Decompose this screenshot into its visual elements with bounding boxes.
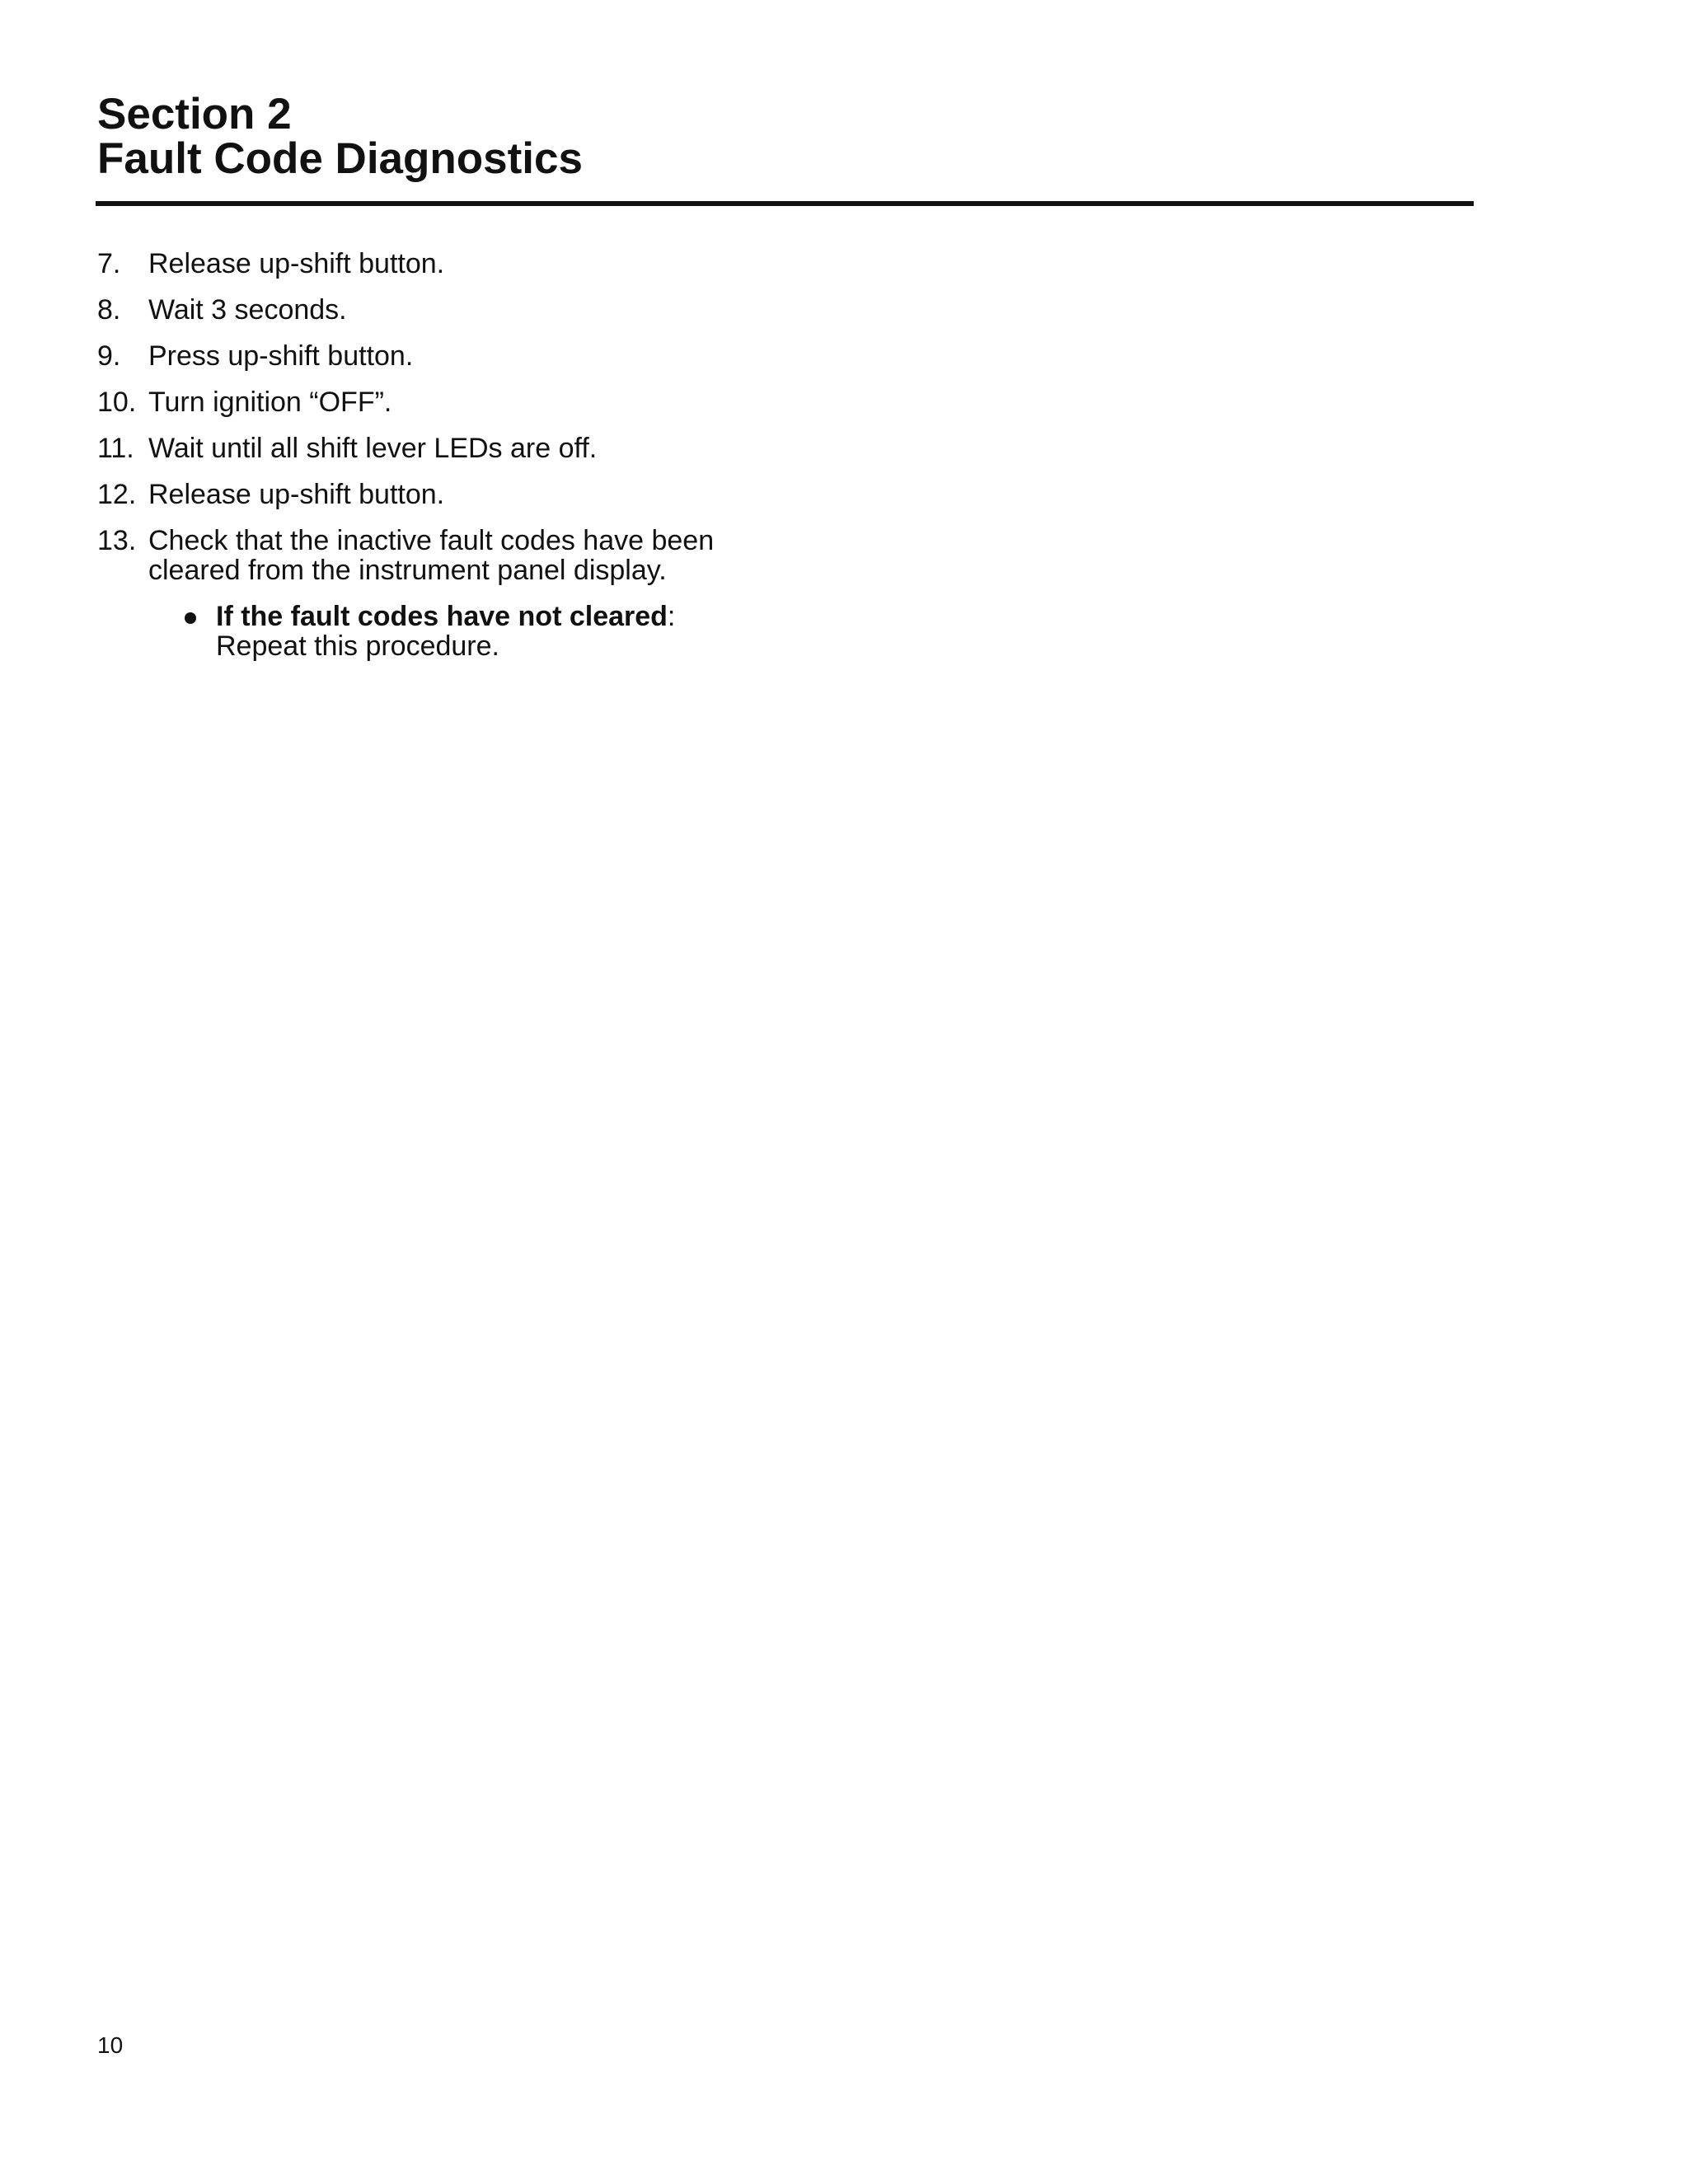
bullet-instruction: : Repeat this procedure. <box>216 601 676 662</box>
step-text: Check that the inactive fault codes have been cleared from the instrument panel display. <box>148 525 715 586</box>
section-label: Section 2 <box>97 90 292 138</box>
step-text: Wait until all shift lever LEDs are off. <box>148 433 598 464</box>
procedure-steps <box>97 249 757 677</box>
step-item <box>97 249 757 279</box>
header-rule <box>96 201 1474 206</box>
step-text: Release up-shift button. <box>148 248 445 279</box>
bullet-item <box>148 602 757 661</box>
step-number: 8. <box>97 294 121 326</box>
step-number: 9. <box>97 340 121 372</box>
step-text: Release up-shift button. <box>148 479 445 510</box>
step-item <box>97 341 757 371</box>
step-text: Turn ignition “OFF”. <box>148 387 392 418</box>
bullet-icon <box>185 612 196 624</box>
step-number: 7. <box>97 248 121 279</box>
page-number: 10 <box>97 2032 124 2058</box>
step-number: 13. <box>97 525 137 556</box>
step-item <box>97 387 757 417</box>
page-title: Fault Code Diagnostics <box>97 134 583 183</box>
step-number: 12. <box>97 479 137 510</box>
step-item <box>97 295 757 325</box>
step-item <box>97 434 757 463</box>
page-header <box>97 92 1474 181</box>
step-item <box>97 480 757 509</box>
step-item <box>97 526 757 661</box>
step-text: Press up-shift button. <box>148 340 414 372</box>
step-number: 11. <box>97 433 134 464</box>
step-number: 10. <box>97 387 137 418</box>
step-text: Wait 3 seconds. <box>148 294 347 326</box>
bullet-condition: If the fault codes have not cleared <box>216 601 668 632</box>
